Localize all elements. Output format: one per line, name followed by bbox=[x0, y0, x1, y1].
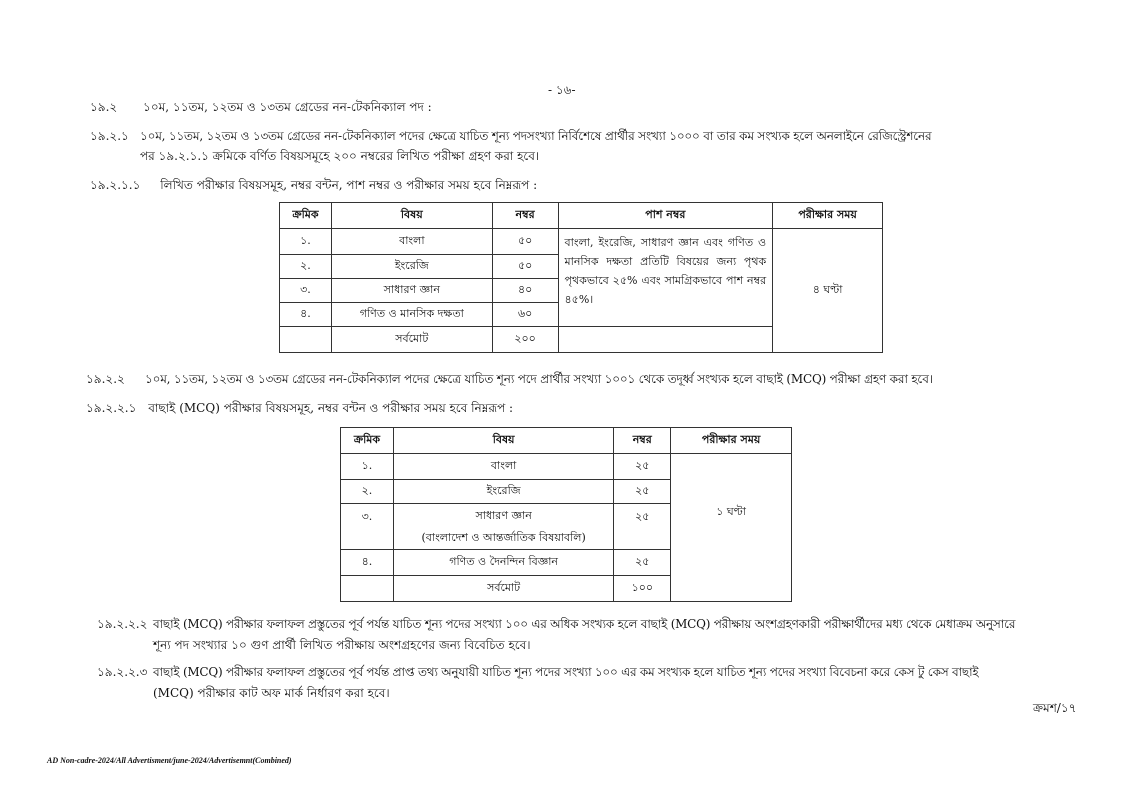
cell-serial: ২. bbox=[280, 255, 332, 279]
section-19-2-2 bbox=[86, 369, 125, 389]
cell-serial: ৪. bbox=[280, 303, 332, 327]
written-exam-table bbox=[279, 202, 883, 353]
subject-line: সাধারণ জ্ঞান bbox=[475, 508, 532, 522]
cell-subject: বাংলা bbox=[331, 229, 492, 255]
cell-total: ১০০ bbox=[614, 576, 671, 602]
section-number: ১৯.২.১ bbox=[90, 129, 129, 143]
cell-marks: ২৫ bbox=[614, 550, 671, 576]
section-heading: লিখিত পরীক্ষার বিষয়সমূহ, নম্বর বন্টন, পাশ নম্বর ও পরীক্ষার সময় হবে নিম্নরূপ : bbox=[160, 178, 538, 192]
section-number: ১৯.২.২.৩ bbox=[97, 665, 148, 679]
cell-subject: ইংরেজি bbox=[393, 480, 613, 504]
section-heading: বাছাই (MCQ) পরীক্ষার বিষয়সমূহ, নম্বর বন্টন ও পরীক্ষার সময় হবে নিম্নরূপ : bbox=[148, 401, 514, 415]
cell-empty bbox=[341, 576, 394, 602]
section-number: ১৯.২.১.১ bbox=[90, 178, 141, 192]
cell-marks: ৬০ bbox=[492, 303, 558, 327]
cell-marks: ৫০ bbox=[492, 255, 558, 279]
section-heading: ১০ম, ১১তম, ১২তম ও ১৩তম গ্রেডের নন-টেকনিক্যাল পদ : bbox=[143, 100, 432, 114]
page-number: - ১৬- bbox=[548, 83, 576, 97]
paragraph-line: শূন্য পদ সংখ্যার ১০ গুণ প্রার্থী লিখিত পরীক্ষায় অংশগ্রহণের জন্য বিবেচিত হবে। bbox=[153, 638, 531, 652]
paragraph-line: ১০ম, ১১তম, ১২তম ও ১৩তম গ্রেডের নন-টেকনিক্যাল পদের ক্ষেত্রে যাচিত শূন্য পদসংখ্যা নির্বিশেষে প্রার্থীর সংখ্যা ১০০০ বা তার কম সংখ্যক হলে অনলাইনে রেজিস্ট্রেশনের bbox=[140, 129, 932, 143]
col-header-serial: ক্রমিক bbox=[280, 203, 332, 229]
col-header-exam-time: পরীক্ষার সময় bbox=[671, 428, 792, 454]
paragraph-line: বাছাই (MCQ) পরীক্ষার ফলাফল প্রস্তুতের পূর্ব পর্যন্ত প্রাপ্ত তথ্য অনুযায়ী যাচিত শূন্য পদের সংখ্যা ১০০ এর কম সংখ্যক হলে যাচিত শূন্য পদের সংখ্যা বিবেচনা করে কেস টু কেস বাছাই bbox=[153, 665, 979, 679]
cell-marks: ২৫ bbox=[614, 454, 671, 480]
cell-serial: ২. bbox=[341, 480, 394, 504]
cell-empty bbox=[280, 327, 332, 353]
col-header-serial: ক্রমিক bbox=[341, 428, 394, 454]
cell-total-label: সর্বমোট bbox=[331, 327, 492, 353]
mcq-exam-table bbox=[340, 427, 792, 602]
cell-marks: ২৫ bbox=[614, 504, 671, 550]
cell-marks: ৫০ bbox=[492, 229, 558, 255]
section-number: ১৯.২.২.১ bbox=[86, 401, 137, 415]
col-header-subject: বিষয় bbox=[331, 203, 492, 229]
cell-serial: ১. bbox=[341, 454, 394, 480]
section-19-2-1 bbox=[90, 126, 129, 146]
section-number: ১৯.২.২.২ bbox=[97, 617, 148, 631]
cell-subject bbox=[393, 504, 613, 550]
subject-line: (বাংলাদেশ ও আন্তর্জাতিক বিষয়াবলি) bbox=[421, 530, 586, 544]
cell-serial: ১. bbox=[280, 229, 332, 255]
cell-subject: ইংরেজি bbox=[331, 255, 492, 279]
cell-marks: ৪০ bbox=[492, 279, 558, 303]
paragraph-line: বাছাই (MCQ) পরীক্ষার ফলাফল প্রস্তুতের পূর্ব পর্যন্ত যাচিত শূন্য পদের সংখ্যা ১০০ এর অধিক সংখ্যক হলে বাছাই (MCQ) পরীক্ষায় অংশগ্রহণকারী পরীক্ষার্থীদের মধ্য থেকে মেধাক্রম অনুসারে bbox=[153, 617, 1016, 631]
col-header-subject: বিষয় bbox=[393, 428, 613, 454]
section-number: ১৯.২.২ bbox=[86, 372, 125, 386]
col-header-pass-marks: পাশ নম্বর bbox=[558, 203, 773, 229]
cell-serial: ৩. bbox=[341, 504, 394, 550]
cell-subject: গণিত ও মানসিক দক্ষতা bbox=[331, 303, 492, 327]
cell-total-label: সর্বমোট bbox=[393, 576, 613, 602]
cell-subject: বাংলা bbox=[393, 454, 613, 480]
paragraph-line: ১০ম, ১১তম, ১২তম ও ১৩তম গ্রেডের নন-টেকনিক্যাল পদের ক্ষেত্রে যাচিত শূন্য পদে প্রার্থীর সংখ্যা ১০০১ থেকে তদূর্ধ্ব সংখ্যক হলে বাছাই (MCQ) পরীক্ষা গ্রহণ করা হবে। bbox=[145, 372, 933, 386]
cell-subject: সাধারণ জ্ঞান bbox=[331, 279, 492, 303]
col-header-marks: নম্বর bbox=[492, 203, 558, 229]
section-19-2-2-1 bbox=[86, 398, 513, 418]
continued-marker: ক্রমশ/১৭ bbox=[1033, 701, 1077, 715]
cell-total: ২০০ bbox=[492, 327, 558, 353]
cell-empty bbox=[558, 327, 773, 353]
cell-marks: ২৫ bbox=[614, 480, 671, 504]
cell-serial: ৩. bbox=[280, 279, 332, 303]
section-19-2 bbox=[90, 97, 432, 117]
section-19-2-1-1 bbox=[90, 175, 537, 195]
cell-subject: গণিত ও দৈনন্দিন বিজ্ঞান bbox=[393, 550, 613, 576]
section-19-2-2-2 bbox=[97, 614, 147, 634]
footer-path: AD Non-cadre-2024/All Advertisment/june-2024/Advertisemnt(Combined) bbox=[47, 756, 292, 765]
cell-serial: ৪. bbox=[341, 550, 394, 576]
section-number: ১৯.২ bbox=[90, 100, 118, 114]
cell-exam-time: ১ ঘণ্টা bbox=[671, 454, 792, 602]
col-header-marks: নম্বর bbox=[614, 428, 671, 454]
paragraph-line: (MCQ) পরীক্ষার কাট অফ মার্ক নির্ধারণ করা হবে। bbox=[153, 686, 390, 700]
col-header-exam-time: পরীক্ষার সময় bbox=[773, 203, 883, 229]
cell-pass-marks: বাংলা, ইংরেজি, সাধারণ জ্ঞান এবং গণিত ও মানসিক দক্ষতা প্রতিটি বিষয়ের জন্য পৃথক পৃথকভাবে ২৫% এবং সামগ্রিকভাবে পাশ নম্বর ৪৫%। bbox=[558, 229, 773, 327]
section-19-2-2-3 bbox=[97, 662, 147, 682]
paragraph-line: পর ১৯.২.১.১ ক্রমিকে বর্ণিত বিষয়সমূহে ২০০ নম্বরের লিখিত পরীক্ষা গ্রহণ করা হবে। bbox=[140, 149, 540, 163]
cell-exam-time: ৪ ঘণ্টা bbox=[773, 229, 883, 353]
